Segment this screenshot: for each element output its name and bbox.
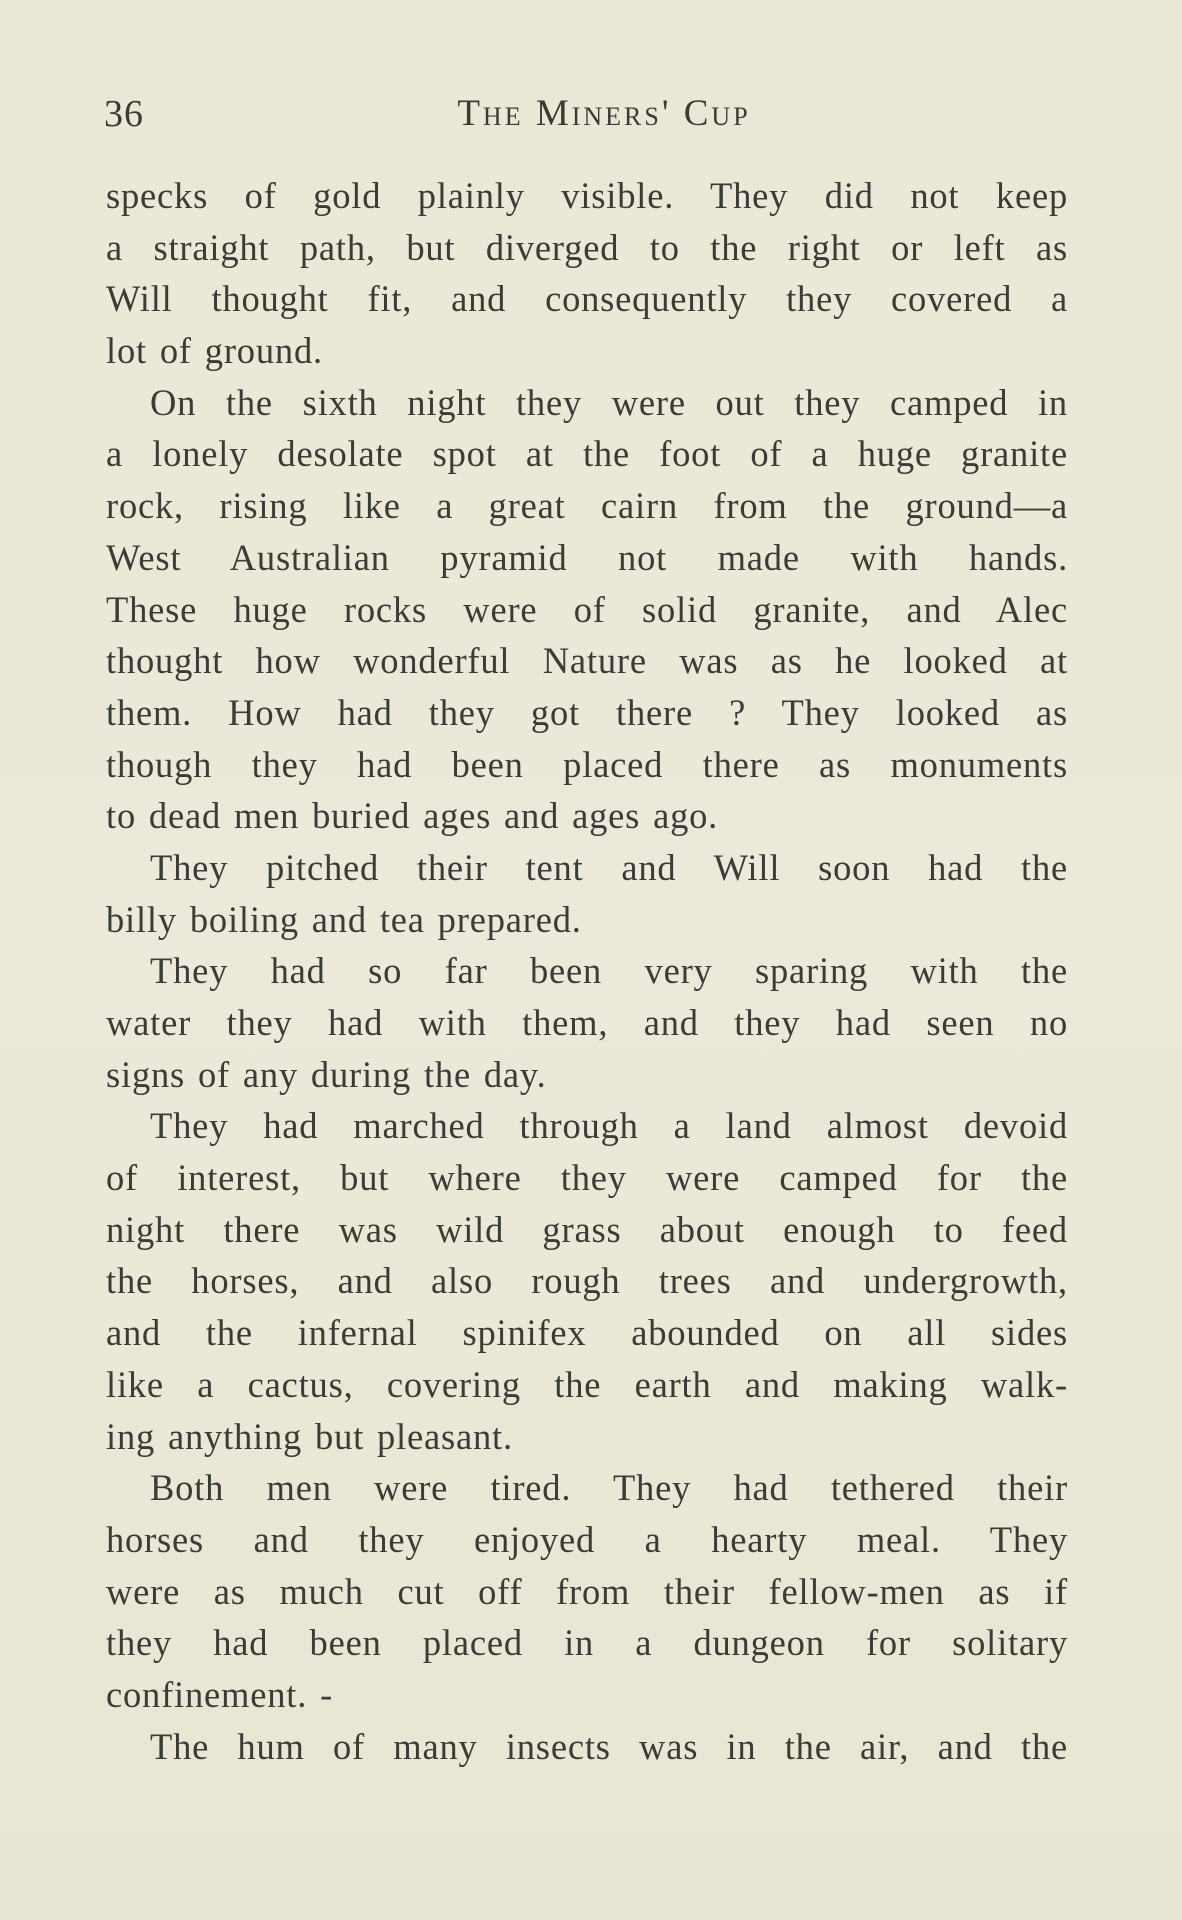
text-line: On the sixth night they were out they camped in [150, 381, 1068, 423]
text-line: West Australian pyramid not made with hands. [106, 536, 1068, 578]
text-line: the horses, and also rough trees and undergrowth, [106, 1260, 1068, 1302]
text-line: Will thought fit, and consequently they covered a [106, 278, 1068, 320]
text-line: horses and they enjoyed a hearty meal. They [106, 1518, 1068, 1560]
text-line: night there was wild grass about enough to feed [106, 1208, 1068, 1250]
text-line: water they had with them, and they had seen no [106, 1002, 1068, 1043]
text-line: a lonely desolate spot at the foot of a huge granite [106, 433, 1068, 475]
text-line: like a cactus, covering the earth and making walk- [106, 1363, 1068, 1405]
text-line: signs of any during the day. [106, 1053, 547, 1095]
text-line: though they had been placed there as monuments [106, 743, 1068, 785]
running-head [104, 92, 1074, 142]
text-line: They had marched through a land almost devoid [150, 1105, 1068, 1147]
text-line: they had been placed in a dungeon for solitary [106, 1622, 1068, 1664]
text-line: and the infernal spinifex abounded on all sides [106, 1312, 1068, 1354]
text-line: were as much cut off from their fellow-men as if [106, 1570, 1068, 1612]
text-line: lot of ground. [106, 330, 323, 372]
text-line: billy boiling and tea prepared. [106, 898, 582, 940]
text-line: These huge rocks were of solid granite, and Alec [106, 588, 1068, 630]
text-line: thought how wonderful Nature was as he looked at [106, 640, 1068, 682]
body-text [106, 170, 1068, 1772]
text-line: specks of gold plainly visible. They did not keep [106, 175, 1068, 216]
running-title: The Miners' Cup [457, 93, 751, 134]
text-line: them. How had they got there ? They looked as [106, 691, 1068, 733]
text-line: of interest, but where they were camped for the [106, 1157, 1068, 1199]
text-line: rock, rising like a great cairn from the ground—a [106, 485, 1068, 527]
text-line: They pitched their tent and Will soon had the [150, 846, 1068, 888]
text-line: to dead men buried ages and ages ago. [106, 795, 719, 837]
page-number: 36 [104, 93, 144, 135]
text-line: a straight path, but diverged to the right or left as [106, 226, 1068, 268]
text-line: The hum of many insects was in the air, and the [150, 1725, 1068, 1767]
text-line: ing anything but pleasant. [106, 1415, 513, 1457]
text-line: Both men were tired. They had tethered their [150, 1467, 1068, 1509]
text-line: confinement. - [106, 1673, 334, 1715]
text-line: They had so far been very sparing with the [150, 950, 1068, 992]
